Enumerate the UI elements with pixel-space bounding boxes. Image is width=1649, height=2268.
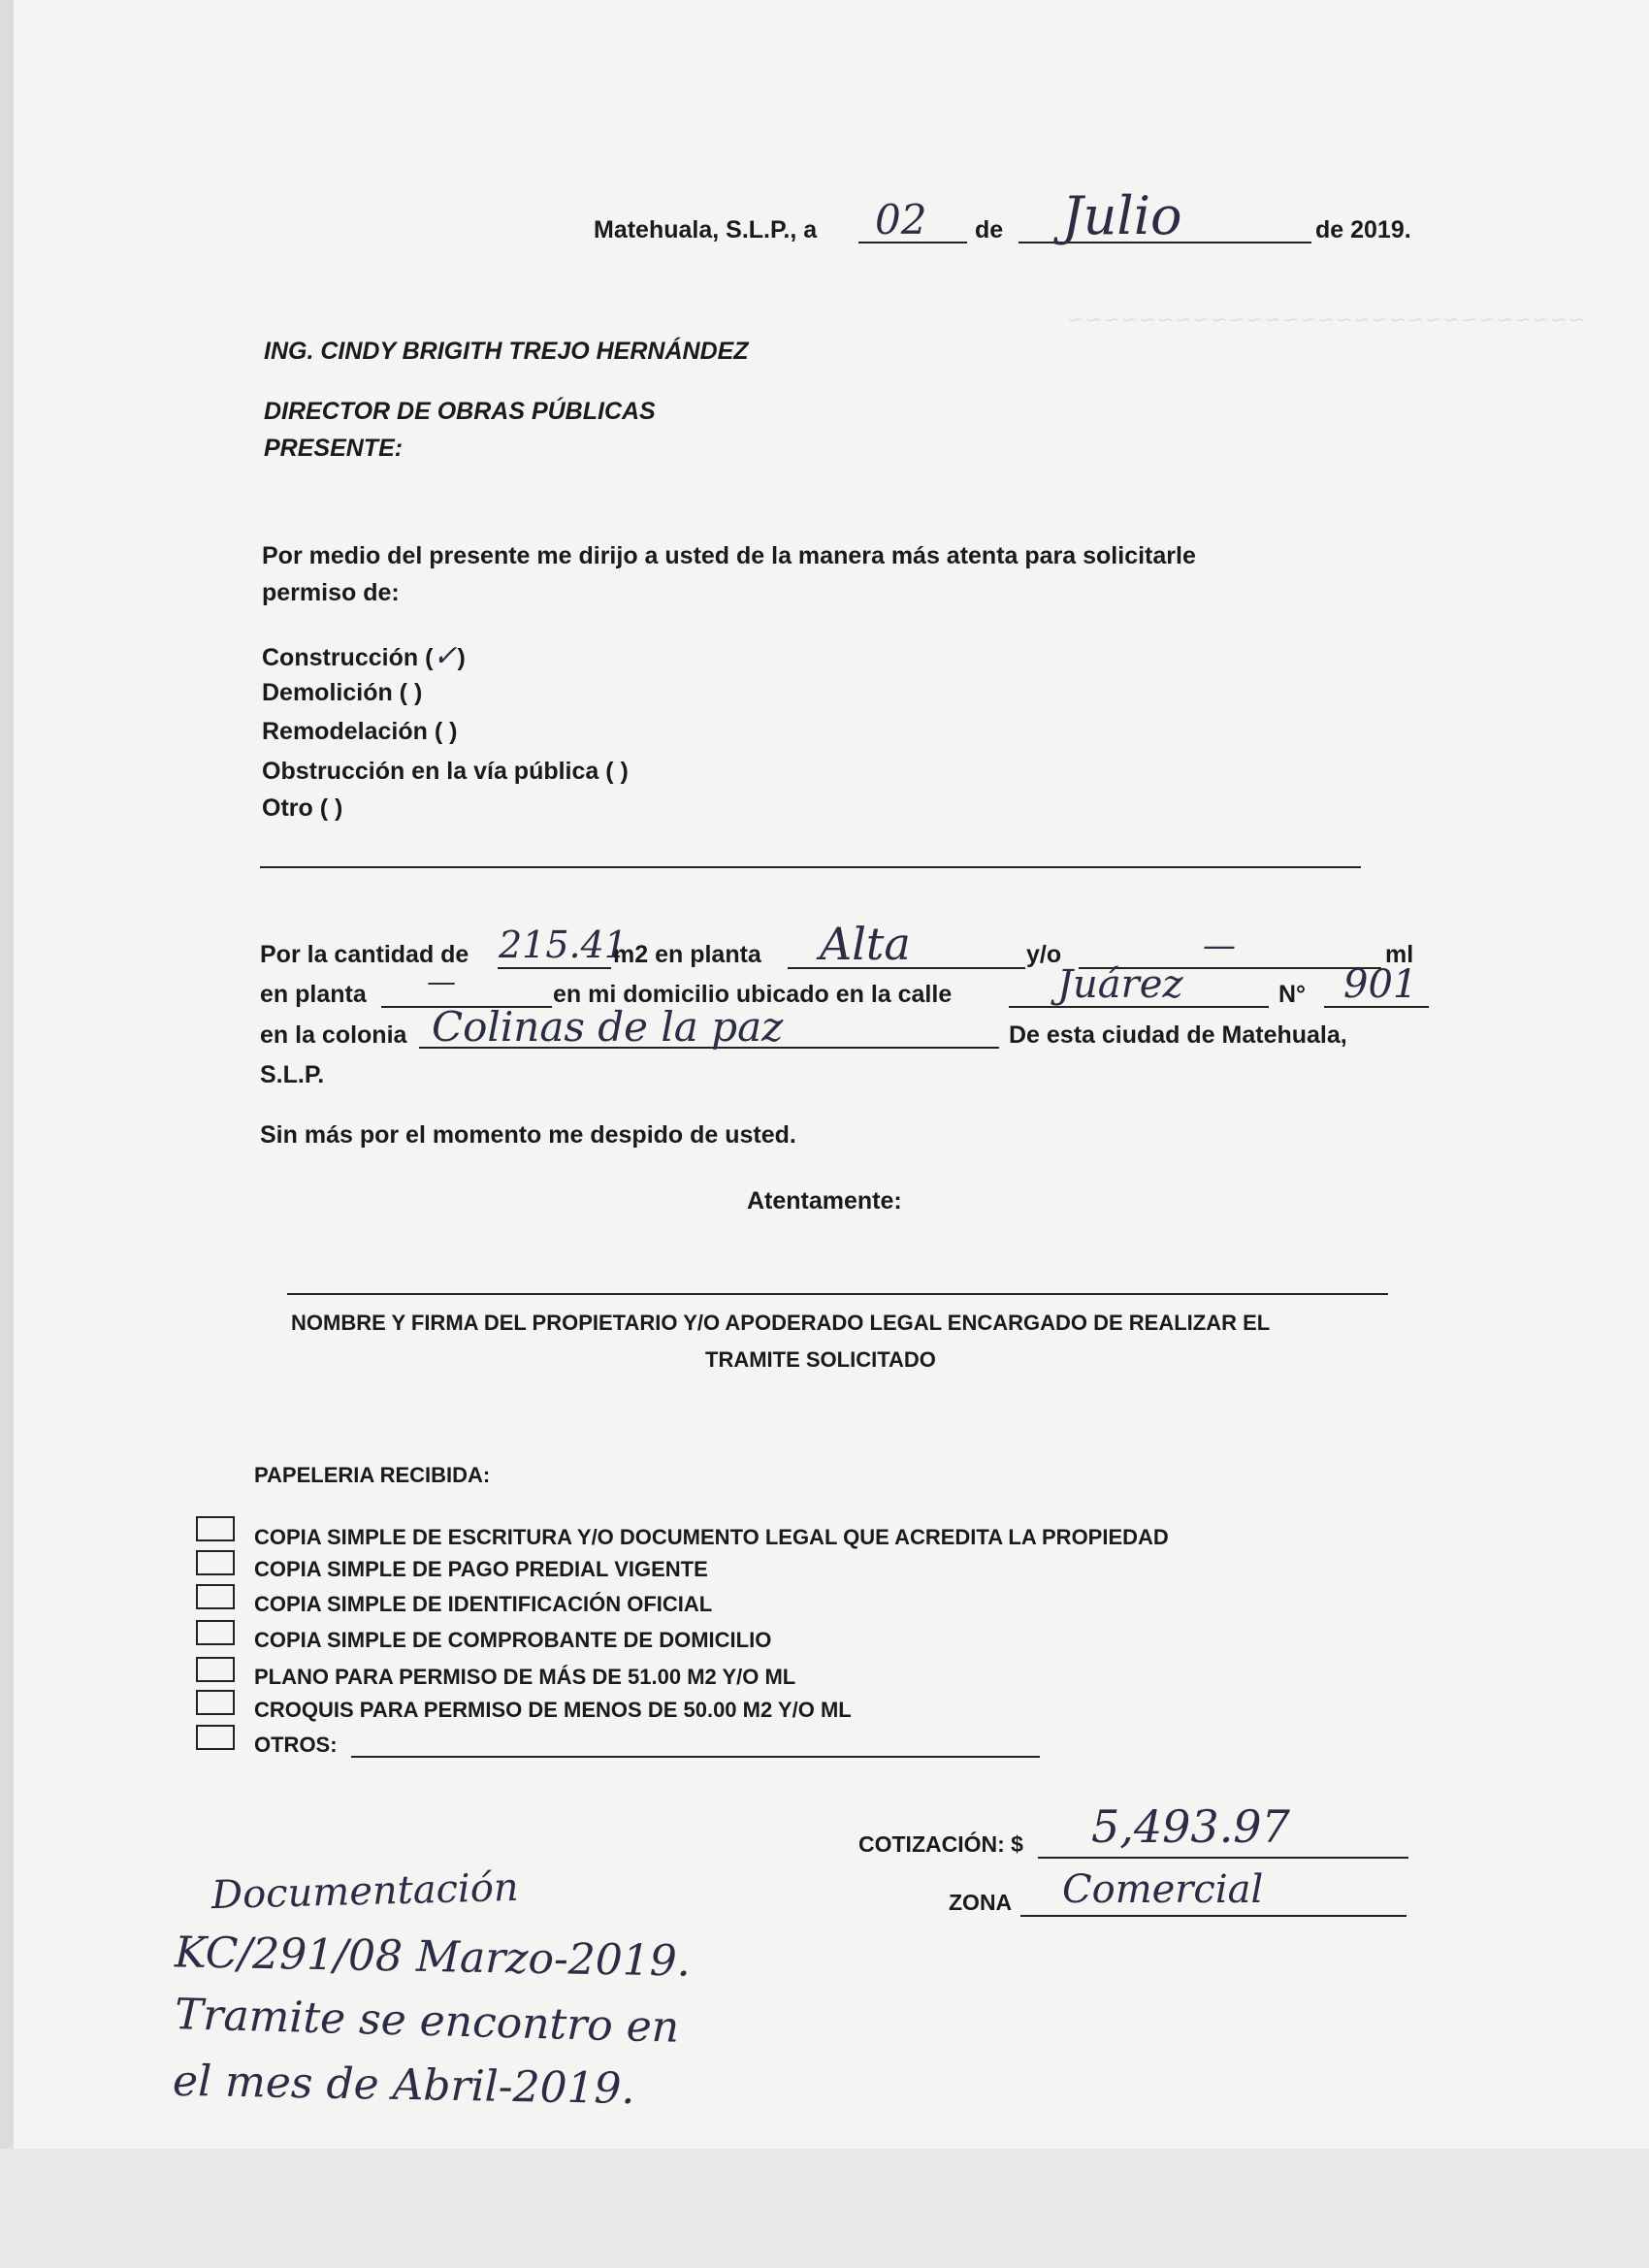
note-line-3: Tramite se encontro en	[174, 1990, 680, 2053]
quantity-label-10: S.L.P.	[260, 1061, 325, 1088]
signature-line	[287, 1293, 1388, 1295]
addressee-name: ING. CINDY BRIGITH TREJO HERNÁNDEZ	[264, 338, 749, 365]
note-line-1: Documentación	[210, 1864, 520, 1919]
quantity-label-8: en la colonia	[260, 1021, 407, 1049]
year-suffix: de 2019.	[1315, 216, 1411, 243]
amount-line	[498, 967, 611, 969]
scan-edge	[0, 0, 14, 2149]
papeleria-item-6: CROQUIS PARA PERMISO DE MENOS DE 50.00 M2 Y/O ML	[254, 1698, 852, 1722]
quantity-label-1: Por la cantidad de	[260, 941, 469, 968]
cotizacion-value: 5,493.97	[1091, 1800, 1290, 1853]
quantity-label-9: De esta ciudad de Matehuala,	[1009, 1021, 1347, 1049]
date-de: de	[975, 216, 1004, 243]
quantity-label-3: y/o	[1026, 941, 1062, 968]
papeleria-checkbox-2[interactable]	[196, 1550, 235, 1575]
zona-line	[1020, 1915, 1406, 1917]
day-value: 02	[875, 196, 927, 243]
planta-value: Alta	[820, 918, 911, 970]
cotizacion-label: COTIZACIÓN: $	[858, 1831, 1023, 1857]
quantity-label-7: N°	[1278, 981, 1307, 1008]
note-line-4: el mes de Abril-2019.	[172, 2056, 635, 2115]
quantity-label-4: ml	[1385, 941, 1414, 968]
colonia-value: Colinas de la paz	[432, 1003, 784, 1051]
calle-value: Juárez	[1057, 962, 1183, 1007]
otros-line	[351, 1756, 1040, 1758]
papeleria-item-7: OTROS:	[254, 1733, 338, 1757]
papeleria-checkbox-4[interactable]	[196, 1620, 235, 1645]
option-obstruccion: Obstrucción en la vía pública ( )	[262, 758, 629, 785]
farewell: Sin más por el momento me despido de usted.	[260, 1121, 796, 1149]
option-construccion-label: Construcción (	[262, 644, 434, 671]
intro-line-2: permiso de:	[262, 579, 400, 606]
papeleria-item-2: COPIA SIMPLE DE PAGO PREDIAL VIGENTE	[254, 1557, 708, 1581]
scan-footer-band	[0, 2149, 1649, 2268]
addressee-title: DIRECTOR DE OBRAS PÚBLICAS	[264, 398, 656, 425]
papeleria-checkbox-3[interactable]	[196, 1584, 235, 1609]
note-line-2: KC/291/08 Marzo-2019.	[174, 1928, 692, 1987]
signature-caption-2: TRAMITE SOLICITADO	[705, 1347, 936, 1372]
otro-line	[260, 866, 1361, 868]
option-construccion-mark: ✓	[433, 639, 458, 673]
option-otro: Otro ( )	[262, 794, 343, 822]
numero-value: 901	[1343, 962, 1418, 1007]
addressee-presente: PRESENTE:	[264, 435, 404, 462]
bleed-through: ~~~~~~~~~~~~~~~~~~~~~~~~~~~~~	[1067, 308, 1586, 333]
papeleria-item-5: PLANO PARA PERMISO DE MÁS DE 51.00 M2 Y/O ML	[254, 1665, 796, 1689]
papeleria-title: PAPELERIA RECIBIDA:	[254, 1463, 491, 1487]
month-value: Julio	[1062, 185, 1182, 246]
planta2-value: —	[427, 965, 456, 999]
intro-line-1: Por medio del presente me dirijo a usted de la manera más atenta para solicitarle	[262, 542, 1196, 569]
cotizacion-line	[1038, 1857, 1408, 1859]
zona-value: Comercial	[1062, 1867, 1264, 1912]
quantity-label-2: m2 en planta	[613, 941, 761, 968]
amount-value: 215.41	[499, 923, 628, 966]
papeleria-item-3: COPIA SIMPLE DE IDENTIFICACIÓN OFICIAL	[254, 1592, 713, 1616]
place-prefix: Matehuala, S.L.P., a	[594, 216, 818, 243]
atentamente: Atentamente:	[747, 1187, 902, 1215]
zona-label: ZONA	[949, 1890, 1013, 1915]
papeleria-checkbox-7[interactable]	[196, 1725, 235, 1750]
papeleria-item-1: COPIA SIMPLE DE ESCRITURA Y/O DOCUMENTO LEGAL QUE ACREDITA LA PROPIEDAD	[254, 1525, 1169, 1549]
option-construccion-close: )	[457, 644, 466, 671]
quantity-label-5: en planta	[260, 981, 367, 1008]
option-remodelacion: Remodelación ( )	[262, 718, 458, 745]
signature-caption-1: NOMBRE Y FIRMA DEL PROPIETARIO Y/O APODERADO LEGAL ENCARGADO DE REALIZAR EL	[291, 1311, 1271, 1335]
papeleria-checkbox-6[interactable]	[196, 1690, 235, 1715]
papeleria-checkbox-1[interactable]	[196, 1516, 235, 1541]
option-demolicion: Demolición ( )	[262, 679, 423, 706]
ml-value: —	[1203, 926, 1236, 965]
quantity-label-6: en mi domicilio ubicado en la calle	[553, 981, 953, 1008]
option-construccion	[262, 639, 466, 673]
papeleria-checkbox-5[interactable]	[196, 1657, 235, 1682]
papeleria-item-4: COPIA SIMPLE DE COMPROBANTE DE DOMICILIO	[254, 1628, 772, 1652]
